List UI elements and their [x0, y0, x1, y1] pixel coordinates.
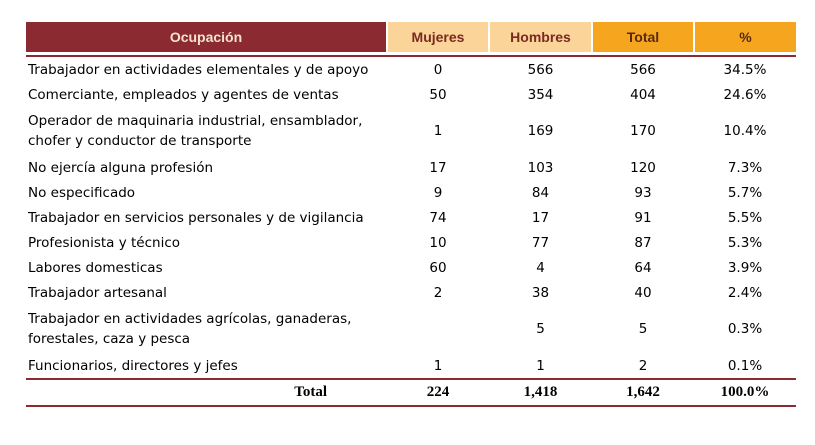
cell-ocupacion: Labores domesticas	[28, 259, 163, 276]
table-row	[26, 155, 796, 180]
cell-total: 404	[630, 86, 656, 103]
header-mujeres: Mujeres	[387, 22, 489, 52]
cell-percent: 5.5%	[727, 209, 763, 226]
header-row	[26, 22, 796, 52]
header-percent: %	[694, 22, 796, 52]
cell-mujeres: 50	[429, 86, 447, 103]
cell-total: 170	[630, 123, 656, 139]
table-row	[26, 180, 796, 205]
cell-percent: 5.3%	[727, 234, 763, 251]
cell-percent: 5.7%	[727, 184, 763, 201]
cell-total: 5	[638, 321, 648, 337]
cell-ocupacion: Funcionarios, directores y jefes	[28, 357, 238, 374]
cell-mujeres: 10	[429, 234, 447, 251]
table-row	[26, 305, 796, 353]
table-body	[26, 56, 796, 379]
cell-mujeres	[387, 305, 489, 353]
cell-ocupacion: Trabajador en servicios personales y de vigilancia	[28, 209, 364, 226]
cell-mujeres: 9	[433, 184, 443, 201]
cell-mujeres: 0	[433, 61, 443, 78]
cell-ocupacion: No ejercía alguna profesión	[28, 159, 214, 176]
cell-percent: 34.5%	[723, 61, 767, 78]
totals-mujeres: 224	[387, 379, 489, 406]
cell-mujeres: 60	[429, 259, 447, 276]
table-row	[26, 353, 796, 379]
cell-hombres: 1	[536, 357, 545, 374]
cell-ocupacion: No especificado	[28, 184, 136, 201]
cell-total: 2	[638, 357, 648, 374]
cell-hombres: 17	[531, 209, 550, 226]
cell-total: 64	[634, 259, 652, 276]
occupation-table	[26, 22, 796, 407]
cell-total: 91	[634, 209, 652, 226]
table-row	[26, 56, 796, 82]
cell-total: 120	[630, 159, 656, 176]
cell-total: 566	[630, 61, 656, 78]
totals-hombres: 1,418	[489, 379, 592, 406]
cell-percent: 24.6%	[723, 86, 767, 103]
cell-ocupacion: Profesionista y técnico	[28, 234, 181, 251]
header-hombres: Hombres	[489, 22, 592, 52]
cell-percent: 0.3%	[727, 321, 763, 337]
cell-percent: 10.4%	[723, 123, 767, 139]
cell-mujeres: 1	[433, 357, 443, 374]
cell-percent: 7.3%	[727, 159, 763, 176]
cell-hombres: 103	[527, 159, 554, 176]
totals-percent: 100.0%	[694, 379, 796, 406]
header-ocupacion: Ocupación	[26, 22, 387, 52]
cell-ocupacion: Operador de maquinaria industrial, ensamblador, chofer y conductor de transporte	[28, 113, 363, 149]
cell-hombres: 4	[536, 259, 545, 276]
cell-hombres: 566	[527, 61, 554, 78]
table-row	[26, 107, 796, 155]
table-row	[26, 230, 796, 255]
table-row	[26, 255, 796, 280]
cell-total: 87	[634, 234, 652, 251]
table-row	[26, 205, 796, 230]
cell-ocupacion: Trabajador artesanal	[28, 284, 167, 301]
cell-hombres: 5	[536, 321, 545, 337]
cell-hombres: 354	[527, 86, 554, 103]
cell-mujeres: 1	[433, 123, 443, 139]
table-row	[26, 280, 796, 305]
cell-percent: 3.9%	[727, 259, 763, 276]
cell-mujeres: 74	[429, 209, 447, 226]
totals-row	[26, 379, 796, 406]
cell-total: 40	[634, 284, 652, 301]
cell-mujeres: 17	[429, 159, 447, 176]
cell-hombres: 169	[527, 123, 554, 139]
table-row	[26, 82, 796, 107]
cell-mujeres: 2	[433, 284, 443, 301]
totals-total: 1,642	[592, 379, 694, 406]
cell-hombres: 77	[531, 234, 550, 251]
header-total: Total	[592, 22, 694, 52]
cell-hombres: 38	[531, 284, 550, 301]
cell-ocupacion: Trabajador en actividades agrícolas, ganaderas, forestales, caza y pesca	[28, 311, 352, 347]
cell-percent: 2.4%	[727, 284, 763, 301]
totals-label: Total	[26, 379, 387, 406]
cell-hombres: 84	[531, 184, 550, 201]
cell-percent: 0.1%	[727, 357, 763, 374]
cell-total: 93	[634, 184, 652, 201]
cell-ocupacion: Comerciante, empleados y agentes de ventas	[28, 86, 339, 103]
cell-ocupacion: Trabajador en actividades elementales y de apoyo	[28, 61, 369, 78]
